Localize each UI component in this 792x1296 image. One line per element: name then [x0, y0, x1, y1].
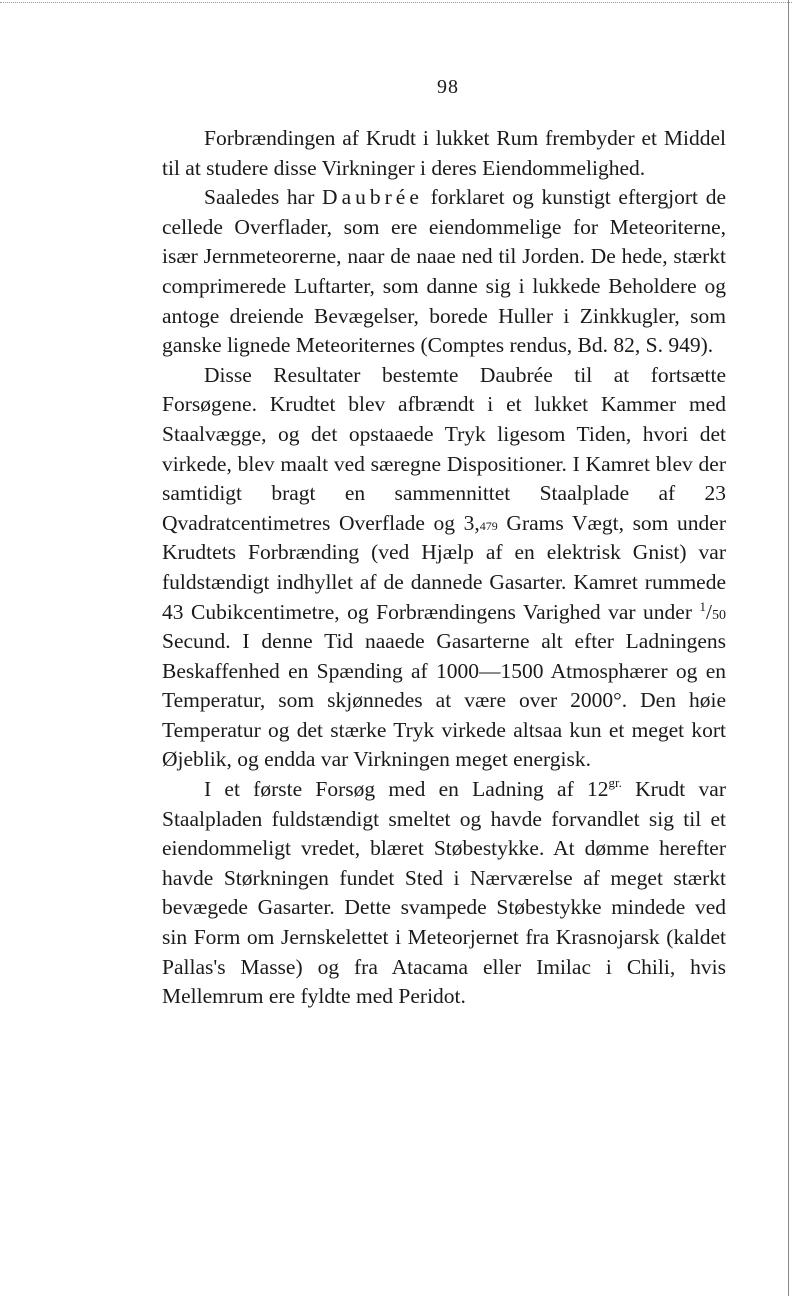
author-name-spaced: Daubrée [322, 185, 423, 210]
top-border-line [0, 2, 792, 3]
unit-superscript: gr. [608, 775, 622, 791]
weight-value-integer: 3, [463, 510, 480, 535]
fraction-numerator: 1 [699, 598, 707, 614]
fraction-slash: / [706, 599, 712, 624]
paragraph-4-text-a: I et første Forsøg med en Ladning af 12 [204, 777, 609, 802]
paragraph-2 [162, 183, 726, 361]
paragraph-4 [162, 775, 726, 1012]
paragraph-2-text-b: forklaret og kunstigt eftergjort de cellede Overflader, som ere eiendommelige for Meteoriterne, især Jernmeteorerne, naar de naae ned til Jorden. De hede, stærkt comprimerede Luftarter, som danne sig i lukkede Beholdere og antoge dreiende Bevægelser, borede Huller i Zinkkugler, som ganske lignede Meteoriternes (Comptes rendus, Bd. 82, S. 949). [162, 185, 726, 358]
paragraph-3-text-a: Disse Resultater bestemte Daubrée til at fortsætte Forsøgene. Krudtet blev afbrændt i et lukket Kammer med Staalvægge, og det opstaaede Tryk ligesom Tiden, hvori det virkede, blev maalt ved særegne Dispositioner. I Kamret blev der samtidigt bragt en sammennittet Staalplade af 23 Qvadratcentimetres Overflade og [162, 362, 726, 535]
paragraph-1 [162, 124, 726, 183]
page-number: 98 [437, 76, 459, 98]
page-edge-line [788, 0, 789, 1296]
weight-value-decimals: 479 [479, 518, 498, 533]
body-text [162, 124, 726, 1012]
paragraph-3-text-b: Grams Vægt, som under Krudtets Forbrænding (ved Hjælp af en elektrisk Gnist) var fuldstændigt indhyllet af de dannede Gasarter. Kamret rummede 43 Cubikcentimetre, og Forbrændingens Varighed var under [162, 510, 726, 624]
paragraph-3-text-c: Secund. I denne Tid naaede Gasarterne alt efter Ladningens Beskaffenhed en Spænding af 1000—1500 Atmosphærer og en Temperatur, som skjønnedes at være over 2000°. Den høie Temperatur og det stærke Tryk virkede altsaa kun et meget kort Øjeblik, og endda var Virkningen meget energisk. [162, 629, 726, 772]
paragraph-3 [162, 361, 726, 775]
paragraph-1-text: Forbrændingen af Krudt i lukket Rum frembyder et Middel til at studere disse Virkninger i deres Eiendommelighed. [162, 126, 726, 180]
paragraph-2-text-a: Saaledes har [204, 185, 323, 210]
paragraph-4-text-b: Krudt var Staalpladen fuldstændigt smeltet og havde forvandlet sig til et eiendommeligt vredet, blæret Støbestykke. At dømme herefter havde Størkningen fundet Sted i Nærværelse af meget stærkt bevægede Gasarter. Dette svampede Støbestykke mindede ved sin Form om Jernskelettet i Meteorjernet fra Krasnojarsk (kaldet Pallas's Masse) og fra Atacama eller Imilac i Chili, hvis Mellemrum ere fyldte med Peridot. [162, 777, 726, 1009]
fraction-denominator: 50 [712, 607, 726, 623]
